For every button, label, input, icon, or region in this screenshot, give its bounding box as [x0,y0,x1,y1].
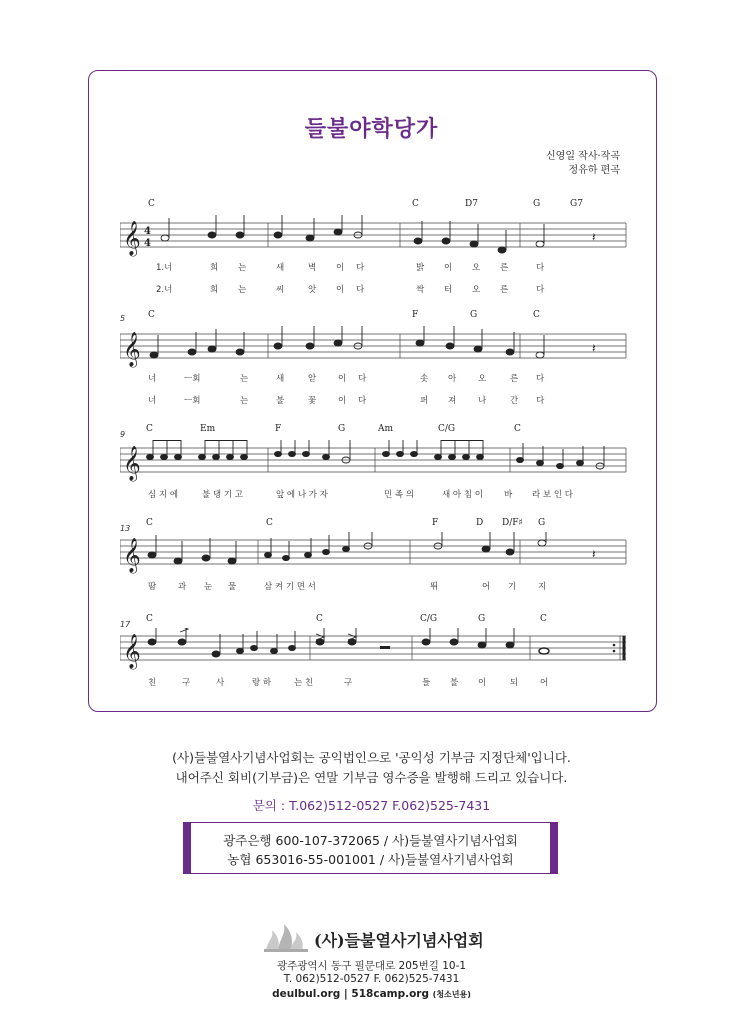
lyric-syllable: 구 [182,678,191,688]
donation-notice [0,748,743,788]
lyric-syllable: 뛰 [430,582,439,592]
staff [120,440,630,490]
chord: G [338,424,346,434]
lyric-syllable: 새 [276,374,285,384]
lyric-syllable: 간 [510,396,519,406]
lyric-syllable: 들 [422,678,431,688]
lyric-syllable: 오 [472,263,481,273]
lyric-syllable: 물 [228,582,237,592]
chord: C/G [438,424,456,434]
lyric-phrase: 앞 에 나 가 자 [276,490,328,500]
staff [120,628,630,678]
lyric-syllable: 다 [536,285,545,295]
lyric-syllable: 다 [356,263,365,273]
website-note: (청소년용) [432,990,471,999]
lyric-syllable: 싹 [416,285,425,295]
org-websites [0,988,743,1000]
chord: C [412,199,419,209]
lyric-syllable: 눈 [204,582,213,592]
credit-lyrics: 신영일 작사·작곡 [546,151,620,162]
lyric-syllable: ㅡ회 [184,374,201,384]
measure-number: 9 [120,430,126,439]
staff [120,326,630,376]
lyric-syllable: 오 [478,374,487,384]
lyric-syllable: 되 [510,678,519,688]
staff [120,532,630,582]
svg-text:𝄞: 𝄞 [123,538,141,573]
lyric-syllable: 는 친 [294,678,314,688]
lyric-phrase: 심 지 에 [148,490,179,500]
lyric-syllable: 는 [240,396,249,406]
lyric-phrase: 민 족 의 [384,490,415,500]
lyric-syllable: 꽃 [308,396,317,406]
lyric-syllable: 이 [338,396,347,406]
chord: D/F♯ [502,518,523,528]
lyric-syllable: 앋 [308,374,317,384]
music-system-5 [120,612,630,702]
chord: G [533,199,541,209]
lyric-syllable: 는 [238,263,247,273]
lyric-syllable: 다 [536,396,545,406]
chord: C/G [420,614,438,624]
svg-text:𝄽: 𝄽 [592,341,596,355]
measure-number: 17 [120,620,131,629]
lyric-syllable: 다 [358,396,367,406]
svg-text:𝄞: 𝄞 [123,332,141,367]
song-credits [546,150,620,178]
svg-text:4: 4 [144,238,151,249]
lyric-syllable: 다 [536,263,545,273]
lyric-syllable: 희 [210,263,219,273]
lyric-syllable: 다 [536,374,545,384]
lyric-syllable: 어 [482,582,491,592]
music-system-2 [120,310,630,420]
chord: C [148,310,155,320]
lyric-phrase: 불 댕 기 고 [202,490,243,500]
lyric-syllable: 친 [148,678,157,688]
lyric-syllable: 앗 [308,285,317,295]
lyric-syllable: 퍼 [420,396,429,406]
lyric-syllable: 지 [538,582,547,592]
lyric-syllable: 씨 [276,285,285,295]
lyric-syllable: 구 [344,678,353,688]
lyric-syllable: 2.너 [156,285,173,295]
svg-text:𝄞: 𝄞 [123,446,141,481]
lyric-syllable: 땀 [148,582,157,592]
lyric-syllable: 희 [210,285,219,295]
svg-text:𝄞: 𝄞 [123,634,141,669]
chord: C [514,424,521,434]
measure-number: 5 [120,314,126,323]
lyric-syllable: 는 [238,285,247,295]
lyric-syllable: 이 [478,678,487,688]
lyric-syllable: 새 [276,263,285,273]
flame-logo-icon [262,922,310,952]
music-system-4 [120,516,630,606]
svg-text:𝄞: 𝄞 [123,221,141,256]
lyric-syllable: 과 [178,582,187,592]
bank-account-1: 광주은행 600-107-372065 / 사)들불열사기념사업회 [223,833,518,848]
music-system-1 [120,195,630,305]
donation-line-2: 내어주신 회비(기부금)은 연말 기부금 영수증을 발행해 드리고 있습니다. [175,770,568,785]
lyric-syllable: ㅡ회 [184,396,201,406]
chord: G [478,614,486,624]
lyric-syllable: 른 [500,285,509,295]
lyric-syllable: 져 [448,396,457,406]
donation-line-1: (사)들불열사기념사업회는 공익법인으로 '공익성 기부금 지정단체'입니다. [172,750,571,765]
chord: C [266,518,273,528]
lyric-syllable: 다 [356,285,365,295]
lyric-syllable: 이 [338,374,347,384]
chord: G [538,518,546,528]
chord: C [146,518,153,528]
lyric-syllable: 는 [240,374,249,384]
org-address: 광주광역시 동구 필문대로 205번길 10-1 [276,960,467,972]
lyric-syllable: 밝 [416,263,425,273]
lyric-syllable: 솟 [420,374,429,384]
chord: F [412,310,419,320]
lyric-syllable: 랑 하 [252,678,272,688]
lyric-phrase: 바 [504,490,513,500]
lyric-syllable: 른 [510,374,519,384]
lyric-syllable: 다 [358,374,367,384]
lyric-phrase: 삼 켜 기 면 서 [264,582,316,592]
org-logo [262,922,502,952]
lyric-syllable: 너 [148,396,157,406]
lyric-syllable: 1.너 [156,263,173,273]
chord: D [476,518,484,528]
chord: F [432,518,439,528]
lyric-syllable: 오 [472,285,481,295]
org-phone: T. 062)512-0527 F. 062)525-7431 [283,973,460,985]
lyric-phrase: 라 보 인 다 [532,490,573,500]
chord: Em [200,424,216,434]
chord: F [275,424,282,434]
lyric-syllable: 기 [508,582,517,592]
measure-number: 13 [120,524,131,533]
staff [120,215,630,265]
svg-text:4: 4 [144,226,151,237]
contact-info: 문의 : T.062)512-0527 F.062)525-7431 [252,798,491,813]
chord: C [540,614,547,624]
org-name: (사)들불열사기념사업회 [314,931,484,950]
lyric-syllable: 너 [148,374,157,384]
chord: C [316,614,323,624]
chord: C [148,199,155,209]
chord: G [470,310,478,320]
chord: C [533,310,540,320]
bank-account-box [183,822,558,874]
lyric-phrase: 새 아 침 이 [442,490,483,500]
lyric-syllable: 아 [448,374,457,384]
lyric-syllable: 이 [444,263,453,273]
music-system-3 [120,424,630,514]
chord: C [146,424,153,434]
lyric-syllable: 이 [336,263,345,273]
svg-text:𝄋 [144,628,149,629]
lyric-syllable: 어 [540,678,549,688]
chord: D7 [465,199,478,209]
lyric-syllable: 나 [478,396,487,406]
chord: C [146,614,153,624]
bank-account-2: 농협 653016-55-001001 / 사)들불열사기념사업회 [227,852,514,867]
svg-text:𝄽: 𝄽 [592,230,596,244]
chord: Am [378,424,394,434]
lyric-syllable: 불 [450,678,459,688]
website-links[interactable]: deulbul.org | 518camp.org [272,988,430,1000]
chord: G7 [570,199,583,209]
lyric-syllable: 이 [336,285,345,295]
lyric-syllable: 른 [500,263,509,273]
lyric-syllable: 사 [216,678,225,688]
lyric-syllable: 벽 [308,263,317,273]
svg-text:𝄽: 𝄽 [592,547,596,561]
credit-arrange: 정유하 편곡 [568,165,620,176]
song-title: 들불야학당가 [304,117,439,142]
lyric-syllable: 불 [276,396,285,406]
lyric-syllable: 터 [444,285,453,295]
